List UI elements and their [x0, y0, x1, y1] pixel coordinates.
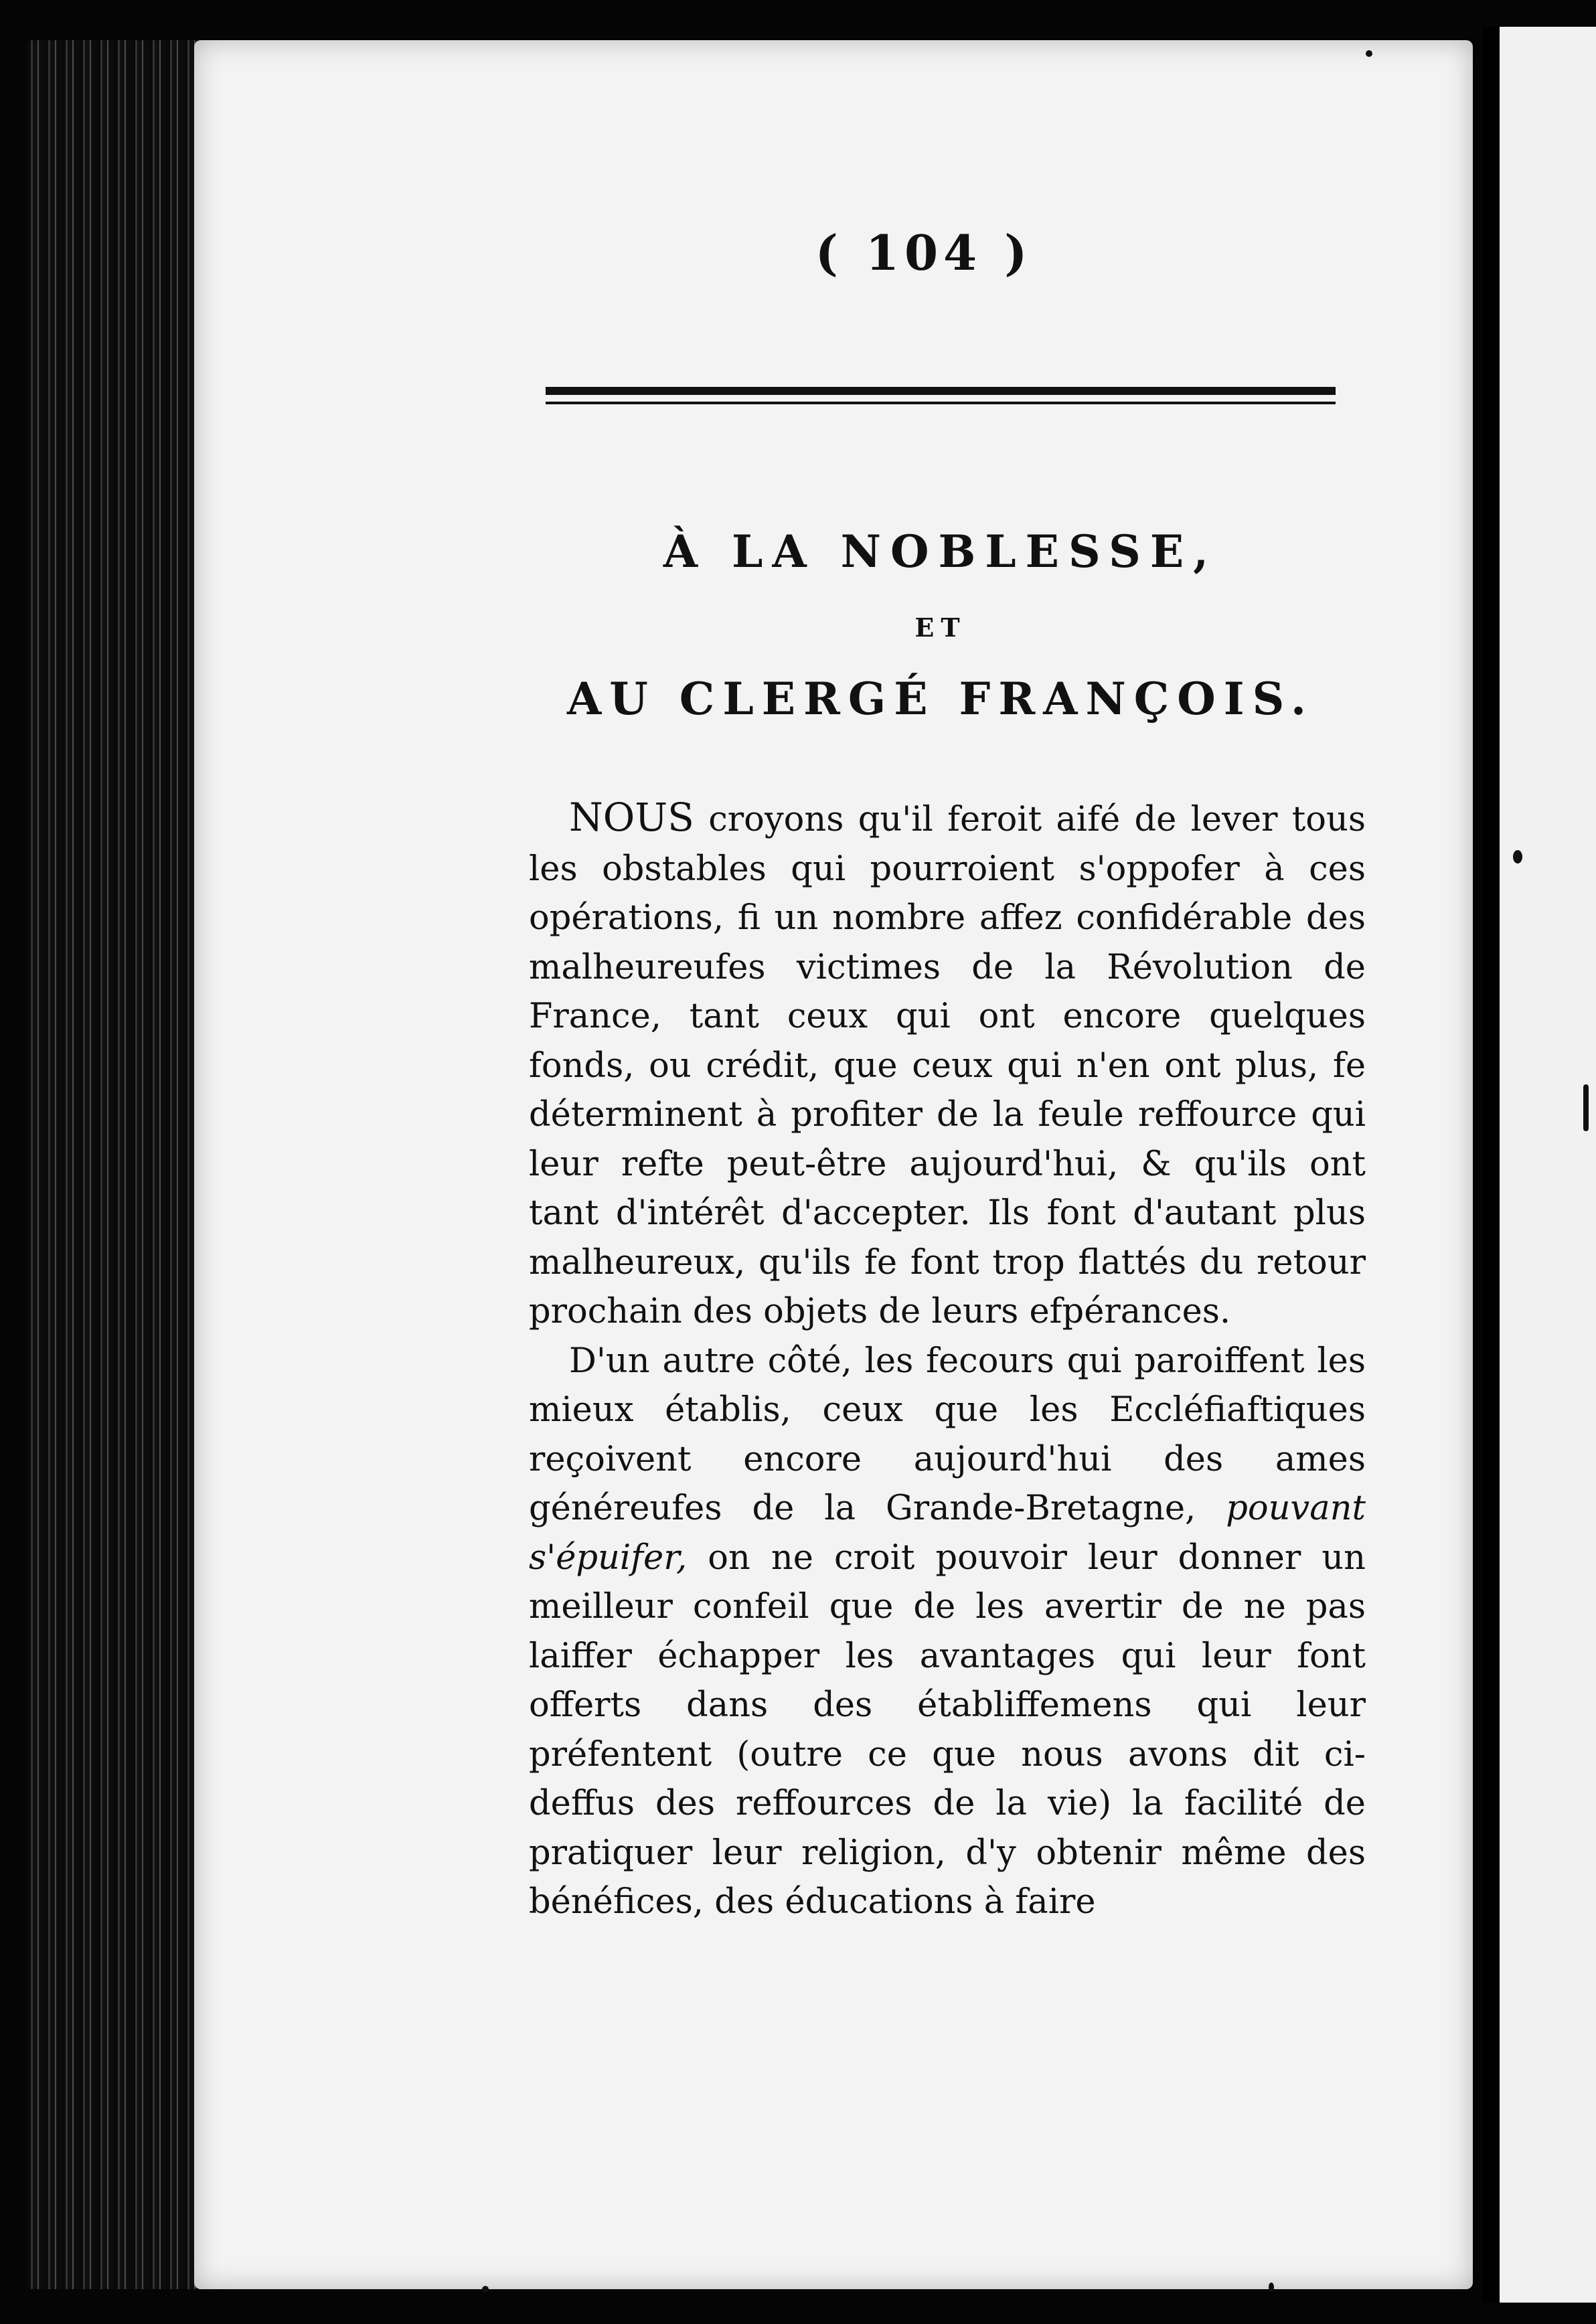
- heading-line-1: À LA NOBLESSE,: [663, 525, 1218, 578]
- heading-line-2: ET: [914, 612, 967, 643]
- body-text: [529, 793, 1366, 1927]
- paragraph-2-text-start: D'un autre côté, les fecours qui paroiffent les mieux établis, ceux que les Eccléfiaftiques reçoivent encore aujourd'hui des ames généreufes de la Grande-Bretagne,: [529, 1341, 1366, 1528]
- book-fore-edge: [27, 40, 201, 2289]
- paragraph-1-first-word: NOUS: [569, 795, 694, 840]
- scan-speck: [1583, 1084, 1589, 1131]
- heading-line-3: AU CLERGÉ FRANÇOIS.: [567, 673, 1314, 725]
- scan-speck: [1366, 50, 1372, 57]
- scan-speck: [1513, 850, 1522, 863]
- paragraph-2-text-end: on ne croit pouvoir leur donner un meilleur confeil que de les avertir de ne pas laiffer échapper les avantages qui leur font offerts dans des établiffemens qui leur préfentent (outre ce que nous avons dit ci-deffus des reffources de la vie) la facilité de pratiquer leur religion, d'y obtenir même des bénéfices, des éducations à faire: [529, 1538, 1366, 1922]
- paragraph-2: [529, 1337, 1366, 1927]
- paragraph-1-text: croyons qu'il feroit aifé de lever tous les obstables qui pourroient s'oppofer à ces opérations, fi un nombre affez confidérable des malheureufes victimes de la Révolution de France, tant ceux qui ont encore quelques fonds, ou crédit, que ceux qui n'en ont plus, fe déterminent à profiter de la feule reffource qui leur refte peut-être aujourd'hui, & qu'ils ont tant d'intérêt d'accepter. Ils font d'autant plus malheureux, qu'ils fe font trop flattés du retour prochain des objets de leurs efpérances.: [529, 800, 1366, 1331]
- scan-speck: [1269, 2282, 1274, 2292]
- paragraph-2-italic: pouvant s'épuifer,: [529, 1489, 1366, 1578]
- page-number: ( 104 ): [815, 224, 1033, 281]
- header-rule-thin: [546, 402, 1336, 404]
- facing-page-edge: [1493, 27, 1596, 2303]
- paragraph-1: [529, 793, 1366, 1337]
- scan-speck: [482, 2286, 489, 2293]
- header-rule-thick: [546, 387, 1336, 395]
